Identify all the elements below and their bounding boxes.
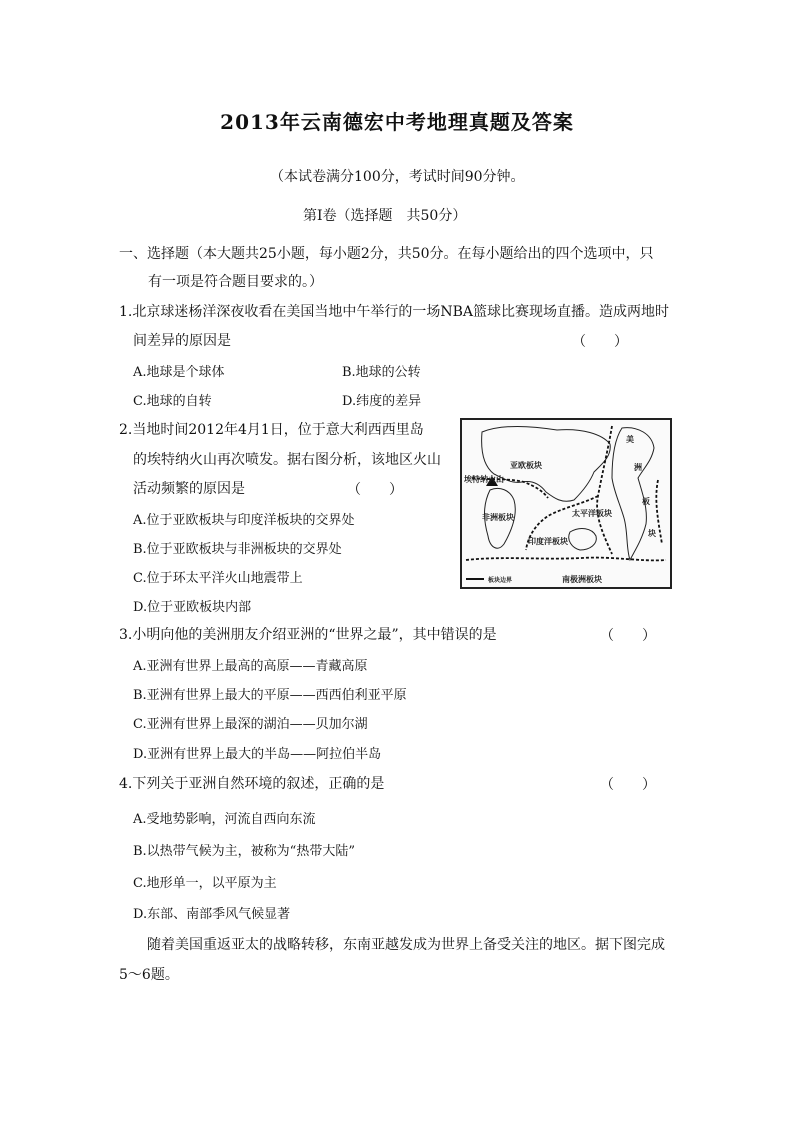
q3-answer-blank: （ ） xyxy=(600,628,656,644)
q1-option-d: D.纬度的差异 xyxy=(342,394,422,409)
q1-option-a: A.地球是个球体 xyxy=(133,365,225,380)
label-pacific: 太平洋板块 xyxy=(572,508,612,518)
q3-option-a: A.亚洲有世界上最高的高原——青藏高原 xyxy=(133,659,368,674)
label-america-4: 块 xyxy=(648,528,656,538)
q1-stem-line2: 间差异的原因是 xyxy=(133,333,231,349)
label-america-3: 板 xyxy=(642,496,650,506)
q4-option-d: D.东部、南部季风气候显著 xyxy=(133,907,291,922)
label-america-1: 美 xyxy=(626,434,634,444)
legend-label: 板块边界 xyxy=(488,577,513,584)
section-instruction-line2: 有一项是符合题目要求的。） xyxy=(148,274,323,290)
passage-line1: 随着美国重返亚太的战略转移，东南亚越发成为世界上备受关注的地区。据下图完成 xyxy=(147,937,665,953)
q4-option-c: C.地形单一，以平原为主 xyxy=(133,876,277,891)
q2-option-a: A.位于亚欧板块与印度洋板块的交界处 xyxy=(133,513,355,528)
label-africa: 非洲板块 xyxy=(482,512,514,522)
q3-option-c: C.亚洲有世界上最深的湖泊——贝加尔湖 xyxy=(133,717,368,732)
label-eurasia: 亚欧板块 xyxy=(510,460,542,470)
q1-stem-line1: 1.北京球迷杨洋深夜收看在美国当地中午举行的一场NBA篮球比赛现场直播。造成两地时 xyxy=(119,304,670,320)
q4-stem: 4.下列关于亚洲自然环境的叙述，正确的是 xyxy=(119,776,385,792)
section-instruction-line1: 一、选择题（本大题共25小题，每小题2分，共50分。在每小题给出的四个选项中，只 xyxy=(119,246,654,262)
q3-option-b: B.亚洲有世界上最大的平原——西西伯利亚平原 xyxy=(133,688,407,703)
q2-stem-line1: 2.当地时间2012年4月1日，位于意大利西西里岛 xyxy=(119,422,424,438)
q2-answer-blank: （ ） xyxy=(347,482,403,498)
america-landmass xyxy=(612,428,654,560)
part-heading: 第Ⅰ卷（选择题 共50分） xyxy=(303,208,467,224)
passage-line2: 5～6题。 xyxy=(119,967,179,983)
australia-landmass xyxy=(569,529,597,550)
page-title: 2013年云南德宏中考地理真题及答案 xyxy=(220,110,574,134)
label-antarctic: 南极洲板块 xyxy=(562,574,602,584)
q2-stem-line2: 的埃特纳火山再次喷发。据右图分析，该地区火山 xyxy=(133,452,441,468)
q2-stem-line3: 活动频繁的原因是 xyxy=(133,481,245,497)
plate-map-drawing xyxy=(462,420,670,587)
q2-option-c: C.位于环太平洋火山地震带上 xyxy=(133,571,303,586)
q4-option-a: A.受地势影响，河流自西向东流 xyxy=(133,812,316,827)
q3-stem: 3.小明向他的美洲朋友介绍亚洲的“世界之最”，其中错误的是 xyxy=(119,627,497,643)
eurasia-landmass xyxy=(482,427,611,502)
q3-option-d: D.亚洲有世界上最大的半岛——阿拉伯半岛 xyxy=(133,747,382,762)
q1-option-c: C.地球的自转 xyxy=(133,394,212,409)
q2-option-d: D.位于亚欧板块内部 xyxy=(133,600,252,615)
label-america-2: 洲 xyxy=(634,462,642,472)
label-indian: 印度洋板块 xyxy=(528,536,568,546)
q4-answer-blank: （ ） xyxy=(600,777,656,793)
label-volcano: 埃特纳火山 xyxy=(464,474,504,484)
q1-option-b: B.地球的公转 xyxy=(342,365,421,380)
q1-answer-blank: （ ） xyxy=(572,334,628,350)
exam-note: （本试卷满分100分，考试时间90分钟。 xyxy=(270,169,525,185)
q4-option-b: B.以热带气候为主，被称为“热带大陆” xyxy=(133,844,355,859)
plate-boundary-antarctic xyxy=(466,558,666,561)
q2-option-b: B.位于亚欧板块与非洲板块的交界处 xyxy=(133,542,342,557)
plate-boundary-americas xyxy=(656,480,662,544)
plate-map xyxy=(460,418,672,589)
